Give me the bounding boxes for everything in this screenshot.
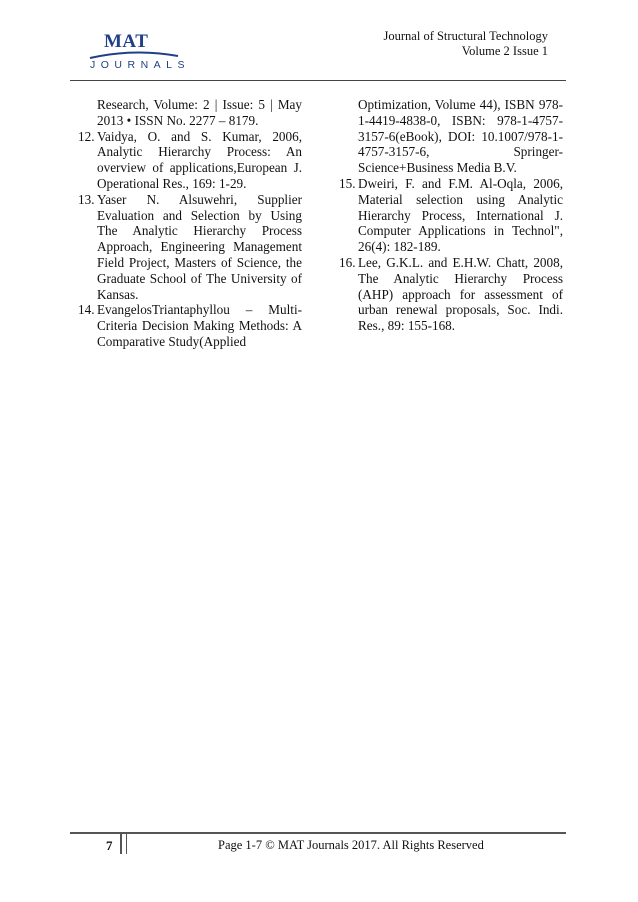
reference-text: Dweiri, F. and F.M. Al-Oqla, 2006, Material selection using Analytic Hierarchy Process, International J. Computer Applications in Technol", 26(4): 182-189. <box>358 175 563 255</box>
reference-number: 13. <box>78 191 95 207</box>
reference-continuation <box>339 97 563 176</box>
reference-item <box>78 192 302 303</box>
reference-number: 12. <box>78 128 95 144</box>
journal-volume: Volume 2 Issue 1 <box>461 44 548 58</box>
reference-text: Optimization, Volume 44), ISBN 978-1-4419-4838-0, ISBN: 978-1-4757-3157-6(eBook), DOI: 10.1007/978-1-4757-3157-6, Springer-Science+Business Media B.V. <box>358 97 563 176</box>
references-right-column <box>339 97 563 334</box>
reference-number: 15. <box>339 175 356 191</box>
footer-divider <box>70 832 566 834</box>
mat-journals-logo <box>88 30 191 74</box>
reference-continuation <box>78 97 302 129</box>
journal-name: Journal of Structural Technology <box>383 29 548 43</box>
footer-copyright: Page 1-7 © MAT Journals 2017. All Rights Reserved <box>218 838 484 852</box>
reference-text: Lee, G.K.L. and E.H.W. Chatt, 2008, The Analytic Hierarchy Process (AHP) approach for assessment of urban renewal proposals, Soc. Indi. Res., 89: 155-168. <box>358 254 563 334</box>
reference-number: 16. <box>339 254 356 270</box>
reference-item <box>339 255 563 334</box>
reference-text: Yaser N. Alsuwehri, Supplier Evaluation and Selection by Using The Analytic Hierarchy Process Approach, Engineering Management Field Project, Masters of Science, the Graduate School of The University of Kansas. <box>97 191 302 302</box>
journal-info <box>384 29 548 59</box>
header-divider <box>70 80 566 81</box>
logo-journals-text: JOURNALS <box>90 59 191 71</box>
reference-number: 14. <box>78 302 95 318</box>
page-number: 7 <box>106 838 113 853</box>
reference-item <box>339 176 563 255</box>
page-number-separator <box>120 834 127 854</box>
reference-text: EvangelosTriantaphyllou – Multi-Criteria Decision Making Methods: A Comparative Study(Applied <box>97 302 302 349</box>
reference-text: Research, Volume: 2 | Issue: 5 | May 2013 • ISSN No. 2277 – 8179. <box>97 97 302 128</box>
reference-item <box>78 302 302 349</box>
references-left-column <box>78 97 302 350</box>
logo-mat-text: MAT <box>104 31 149 52</box>
reference-text: Vaidya, O. and S. Kumar, 2006, Analytic Hierarchy Process: An overview of applications,European J. Operational Res., 169: 1-29. <box>97 128 302 191</box>
reference-item <box>78 129 302 192</box>
